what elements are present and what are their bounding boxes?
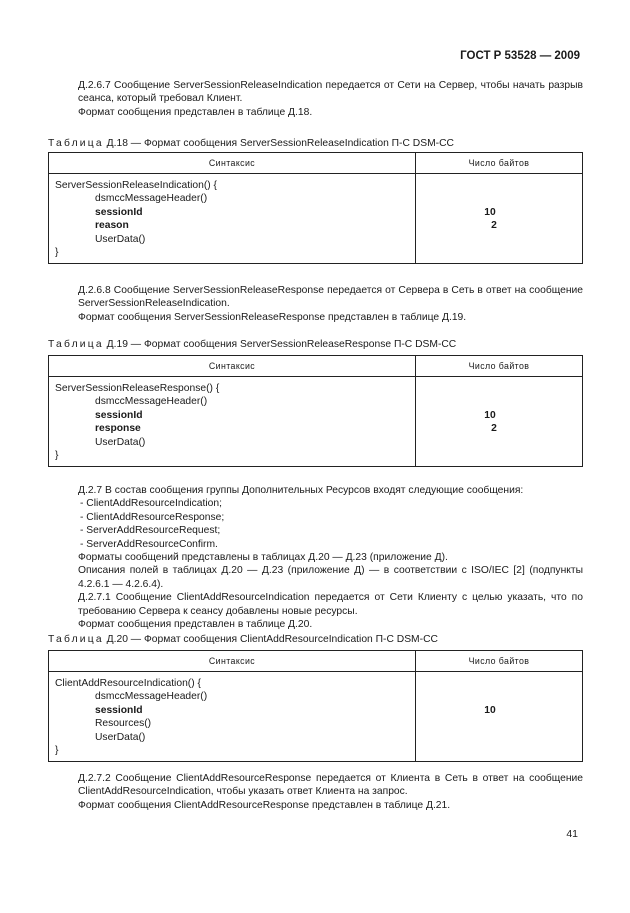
column-header-syntax: Синтаксис xyxy=(49,356,416,377)
caption-prefix: Таблица xyxy=(48,138,104,149)
column-header-bytes: Число байтов xyxy=(416,356,583,377)
document-header: ГОСТ Р 53528 — 2009 xyxy=(460,50,580,62)
table-d20 xyxy=(48,650,583,762)
bytes-cell xyxy=(416,174,583,264)
table-caption-d20 xyxy=(48,634,438,645)
format-note: Формат сообщения представлен в таблице Д.18. xyxy=(78,106,313,118)
column-header-syntax: Синтаксис xyxy=(49,153,416,174)
syntax-line: ClientAddResourceIndication() { xyxy=(55,678,201,689)
list-item: - ClientAddResourceIndication; xyxy=(80,498,222,510)
table-d18 xyxy=(48,152,583,264)
paragraph-d-2-6-8 xyxy=(48,284,583,324)
paragraph-text: Д.2.7.2 Сообщение ClientAddResourceResponse передается от Клиента в Сеть в ответ на сообщение ClientAddResourceIndication, чтобы указать ответ Клиента на запрос. xyxy=(78,773,583,798)
syntax-line: dsmccMessageHeader() xyxy=(95,396,208,408)
bytes-cell xyxy=(416,672,583,762)
paragraph-d-2-7-2 xyxy=(48,772,583,812)
syntax-line: sessionId xyxy=(95,409,143,421)
bytes-cell xyxy=(416,377,583,467)
syntax-line: dsmccMessageHeader() xyxy=(95,193,208,205)
table-d19 xyxy=(48,355,583,467)
format-note: Формат сообщения представлен в таблице Д.20. xyxy=(78,619,313,631)
caption-prefix: Таблица xyxy=(48,634,104,645)
caption-text: Д.19 — Формат сообщения ServerSessionReleaseResponse П-С DSM-CC xyxy=(106,339,457,350)
list-item: - ServerAddResourceRequest; xyxy=(80,525,221,537)
column-header-syntax: Синтаксис xyxy=(49,651,416,672)
byte-count: 2 xyxy=(491,220,497,232)
syntax-line: response xyxy=(95,423,141,435)
syntax-cell xyxy=(49,377,416,467)
format-note: Формат сообщения ServerSessionReleaseResponse представлен в таблице Д.19. xyxy=(78,311,467,323)
byte-count: 2 xyxy=(491,423,497,435)
format-note: Формат сообщения ClientAddResourceResponse представлен в таблице Д.21. xyxy=(78,799,451,811)
syntax-line: } xyxy=(55,745,59,757)
paragraph-text: Д.2.6.8 Сообщение ServerSessionReleaseResponse передается от Сервера в Сеть в ответ на сообщение ServerSessionReleaseIndication. xyxy=(78,285,583,310)
table-caption-d18 xyxy=(48,138,454,149)
caption-text: Д.18 — Формат сообщения ServerSessionReleaseIndication П-С DSM-CC xyxy=(106,138,454,149)
byte-count: 10 xyxy=(484,704,496,716)
column-header-bytes: Число байтов xyxy=(416,651,583,672)
table-caption-d19 xyxy=(48,339,456,350)
syntax-line: Resources() xyxy=(95,718,152,730)
syntax-line: dsmccMessageHeader() xyxy=(95,691,208,703)
syntax-line: sessionId xyxy=(95,704,143,716)
syntax-line: } xyxy=(55,247,59,259)
list-item: - ServerAddResourceConfirm. xyxy=(80,538,218,550)
syntax-line: reason xyxy=(95,220,129,232)
page-number: 41 xyxy=(566,828,578,840)
syntax-line: UserData() xyxy=(95,436,146,448)
caption-prefix: Таблица xyxy=(48,339,104,350)
paragraph-text: Д.2.6.7 Сообщение ServerSessionReleaseIndication передается от Сети на Сервер, чтобы начать разрыв сеанса, который требовал Клиент. xyxy=(78,80,583,105)
syntax-line: ServerSessionReleaseIndication() { xyxy=(55,180,217,191)
paragraph-text: Д.2.7.1 Сообщение ClientAddResourceIndication передается от Сети Клиенту с целью указать, что по требованию Сервера к сеансу добавлены новые ресурсы. xyxy=(78,592,583,617)
syntax-line: ServerSessionReleaseResponse() { xyxy=(55,383,220,394)
paragraph-text: Форматы сообщений представлены в таблицах Д.20 — Д.23 (приложение Д). xyxy=(78,552,448,564)
paragraph-text: Д.2.7 В состав сообщения группы Дополнительных Ресурсов входят следующие сообщения: xyxy=(78,485,524,496)
syntax-line: sessionId xyxy=(95,206,143,218)
list-item: - ClientAddResourceResponse; xyxy=(80,511,225,523)
caption-text: Д.20 — Формат сообщения ClientAddResourceIndication П-С DSM-CC xyxy=(106,634,438,645)
syntax-line: UserData() xyxy=(95,233,146,245)
syntax-line: UserData() xyxy=(95,731,146,743)
byte-count: 10 xyxy=(484,206,496,218)
syntax-line: } xyxy=(55,450,59,462)
syntax-cell xyxy=(49,174,416,264)
paragraph-d-2-6-7 xyxy=(48,79,583,119)
paragraph-text: Описания полей в таблицах Д.20 — Д.23 (приложение Д) — в соответствии с ISO/IEC [2] (подпункты 4.2.6.1 — 4.2.6.4). xyxy=(78,565,583,590)
column-header-bytes: Число байтов xyxy=(416,153,583,174)
paragraph-d-2-7 xyxy=(48,484,583,631)
syntax-cell xyxy=(49,672,416,762)
byte-count: 10 xyxy=(484,409,496,421)
